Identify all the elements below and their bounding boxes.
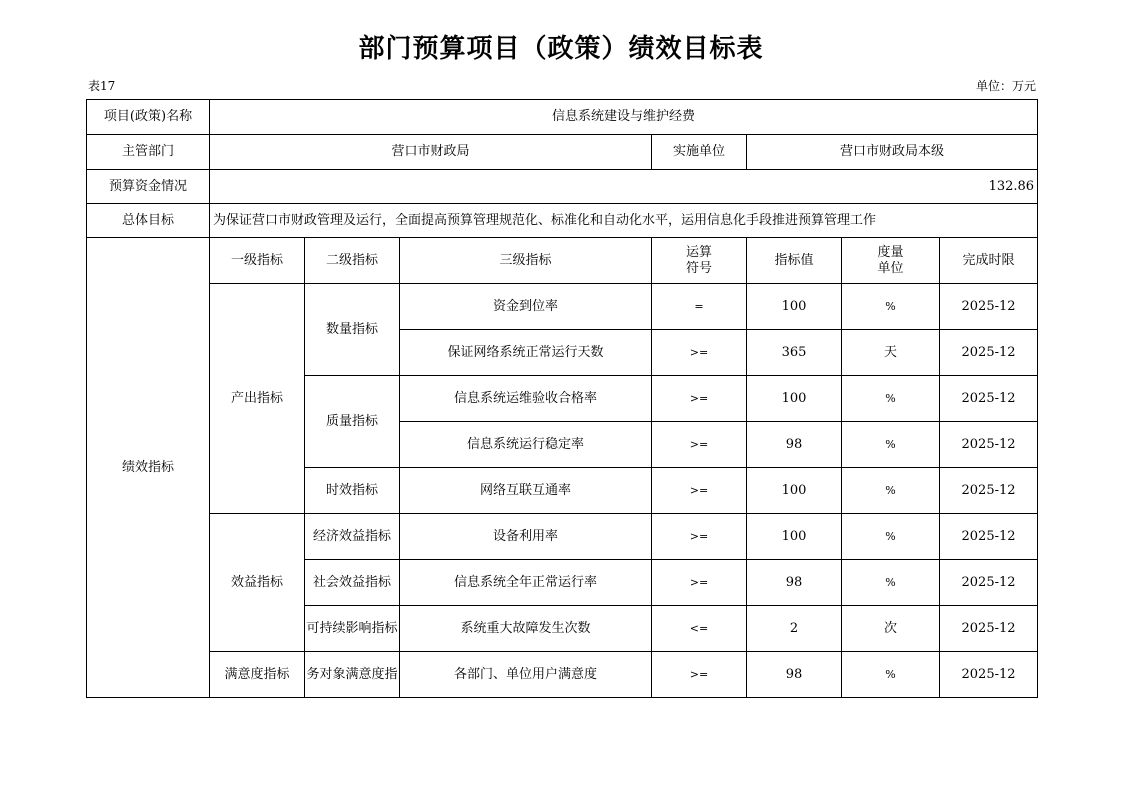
unit-cell: % <box>842 468 940 514</box>
header-unit-line1: 度量 <box>877 244 904 260</box>
unit-cell: % <box>842 560 940 606</box>
value-cell: 365 <box>747 330 842 376</box>
level3-cell: 信息系统运维验收合格率 <box>400 376 652 422</box>
operator-cell: = <box>652 284 747 330</box>
unit-cell: % <box>842 652 940 698</box>
level3-cell: 网络互联互通率 <box>400 468 652 514</box>
deadline-cell: 2025-12 <box>940 606 1038 652</box>
value-cell: 98 <box>747 652 842 698</box>
performance-indicators-label: 绩效指标 <box>87 238 210 698</box>
indicator-header-row <box>87 238 1038 284</box>
unit-label: 单位：万元 <box>975 79 1036 93</box>
operator-cell: <= <box>652 606 747 652</box>
unit-cell: % <box>842 284 940 330</box>
deadline-cell: 2025-12 <box>940 284 1038 330</box>
value-cell: 100 <box>747 514 842 560</box>
table-number: 表17 <box>88 79 116 93</box>
level2-quality: 质量指标 <box>305 376 400 468</box>
header-deadline: 完成时限 <box>940 238 1038 284</box>
header-level2: 二级指标 <box>305 238 400 284</box>
level3-cell: 设备利用率 <box>400 514 652 560</box>
budget-row <box>87 170 1038 204</box>
unit-cell: % <box>842 376 940 422</box>
value-cell: 98 <box>747 560 842 606</box>
unit-cell: 次 <box>842 606 940 652</box>
header-unit-line2: 单位 <box>877 260 904 276</box>
deadline-cell: 2025-12 <box>940 330 1038 376</box>
level2-timeliness: 时效指标 <box>305 468 400 514</box>
header-operator-line2: 符号 <box>685 260 712 276</box>
implementing-unit-value: 营口市财政局本级 <box>747 135 1038 170</box>
header-level1: 一级指标 <box>210 238 305 284</box>
department-row <box>87 135 1038 170</box>
value-cell: 100 <box>747 376 842 422</box>
level1-benefit: 效益指标 <box>210 514 305 652</box>
project-name-row <box>87 100 1038 135</box>
header-level3: 三级指标 <box>400 238 652 284</box>
unit-cell: % <box>842 422 940 468</box>
value-cell: 2 <box>747 606 842 652</box>
value-cell: 100 <box>747 284 842 330</box>
level1-output: 产出指标 <box>210 284 305 514</box>
header-value: 指标值 <box>747 238 842 284</box>
operator-cell: >= <box>652 560 747 606</box>
budget-value: 132.86 <box>210 170 1038 204</box>
table-row <box>87 652 1038 698</box>
header-operator <box>652 238 747 284</box>
deadline-cell: 2025-12 <box>940 560 1038 606</box>
level3-cell: 系统重大故障发生次数 <box>400 606 652 652</box>
level3-cell: 保证网络系统正常运行天数 <box>400 330 652 376</box>
deadline-cell: 2025-12 <box>940 514 1038 560</box>
overall-goal-value: 为保证营口市财政管理及运行，全面提高预算管理规范化、标准化和自动化水平，运用信息化手段推进预算管理工作 <box>210 204 1038 238</box>
deadline-cell: 2025-12 <box>940 652 1038 698</box>
deadline-cell: 2025-12 <box>940 468 1038 514</box>
deadline-cell: 2025-12 <box>940 376 1038 422</box>
level3-cell: 资金到位率 <box>400 284 652 330</box>
level2-economic: 经济效益指标 <box>305 514 400 560</box>
operator-cell: >= <box>652 422 747 468</box>
overall-goal-label: 总体目标 <box>87 204 210 238</box>
page-title: 部门预算项目（政策）绩效目标表 <box>358 34 764 64</box>
header-unit <box>842 238 940 284</box>
department-label: 主管部门 <box>87 135 210 170</box>
level2-quantity: 数量指标 <box>305 284 400 376</box>
project-name-label: 项目(政策)名称 <box>87 100 210 135</box>
overall-goal-row <box>87 204 1038 238</box>
budget-label: 预算资金情况 <box>87 170 210 204</box>
operator-cell: >= <box>652 376 747 422</box>
value-cell: 100 <box>747 468 842 514</box>
level2-social: 社会效益指标 <box>305 560 400 606</box>
level2-service-satisfaction: 务对象满意度指 <box>305 652 400 698</box>
operator-cell: >= <box>652 330 747 376</box>
value-cell: 98 <box>747 422 842 468</box>
level1-satisfaction: 满意度指标 <box>210 652 305 698</box>
level2-sustainability: 可持续影响指标 <box>305 606 400 652</box>
level3-cell: 各部门、单位用户满意度 <box>400 652 652 698</box>
unit-cell: 天 <box>842 330 940 376</box>
table-row <box>87 284 1038 330</box>
project-name-value: 信息系统建设与维护经费 <box>210 100 1038 135</box>
operator-cell: >= <box>652 468 747 514</box>
deadline-cell: 2025-12 <box>940 422 1038 468</box>
table-row <box>87 514 1038 560</box>
operator-cell: >= <box>652 514 747 560</box>
implementing-unit-label: 实施单位 <box>652 135 747 170</box>
level3-cell: 信息系统运行稳定率 <box>400 422 652 468</box>
performance-target-table <box>86 99 1038 698</box>
header-operator-line1: 运算 <box>685 244 712 260</box>
level3-cell: 信息系统全年正常运行率 <box>400 560 652 606</box>
operator-cell: >= <box>652 652 747 698</box>
department-value: 营口市财政局 <box>210 135 652 170</box>
unit-cell: % <box>842 514 940 560</box>
